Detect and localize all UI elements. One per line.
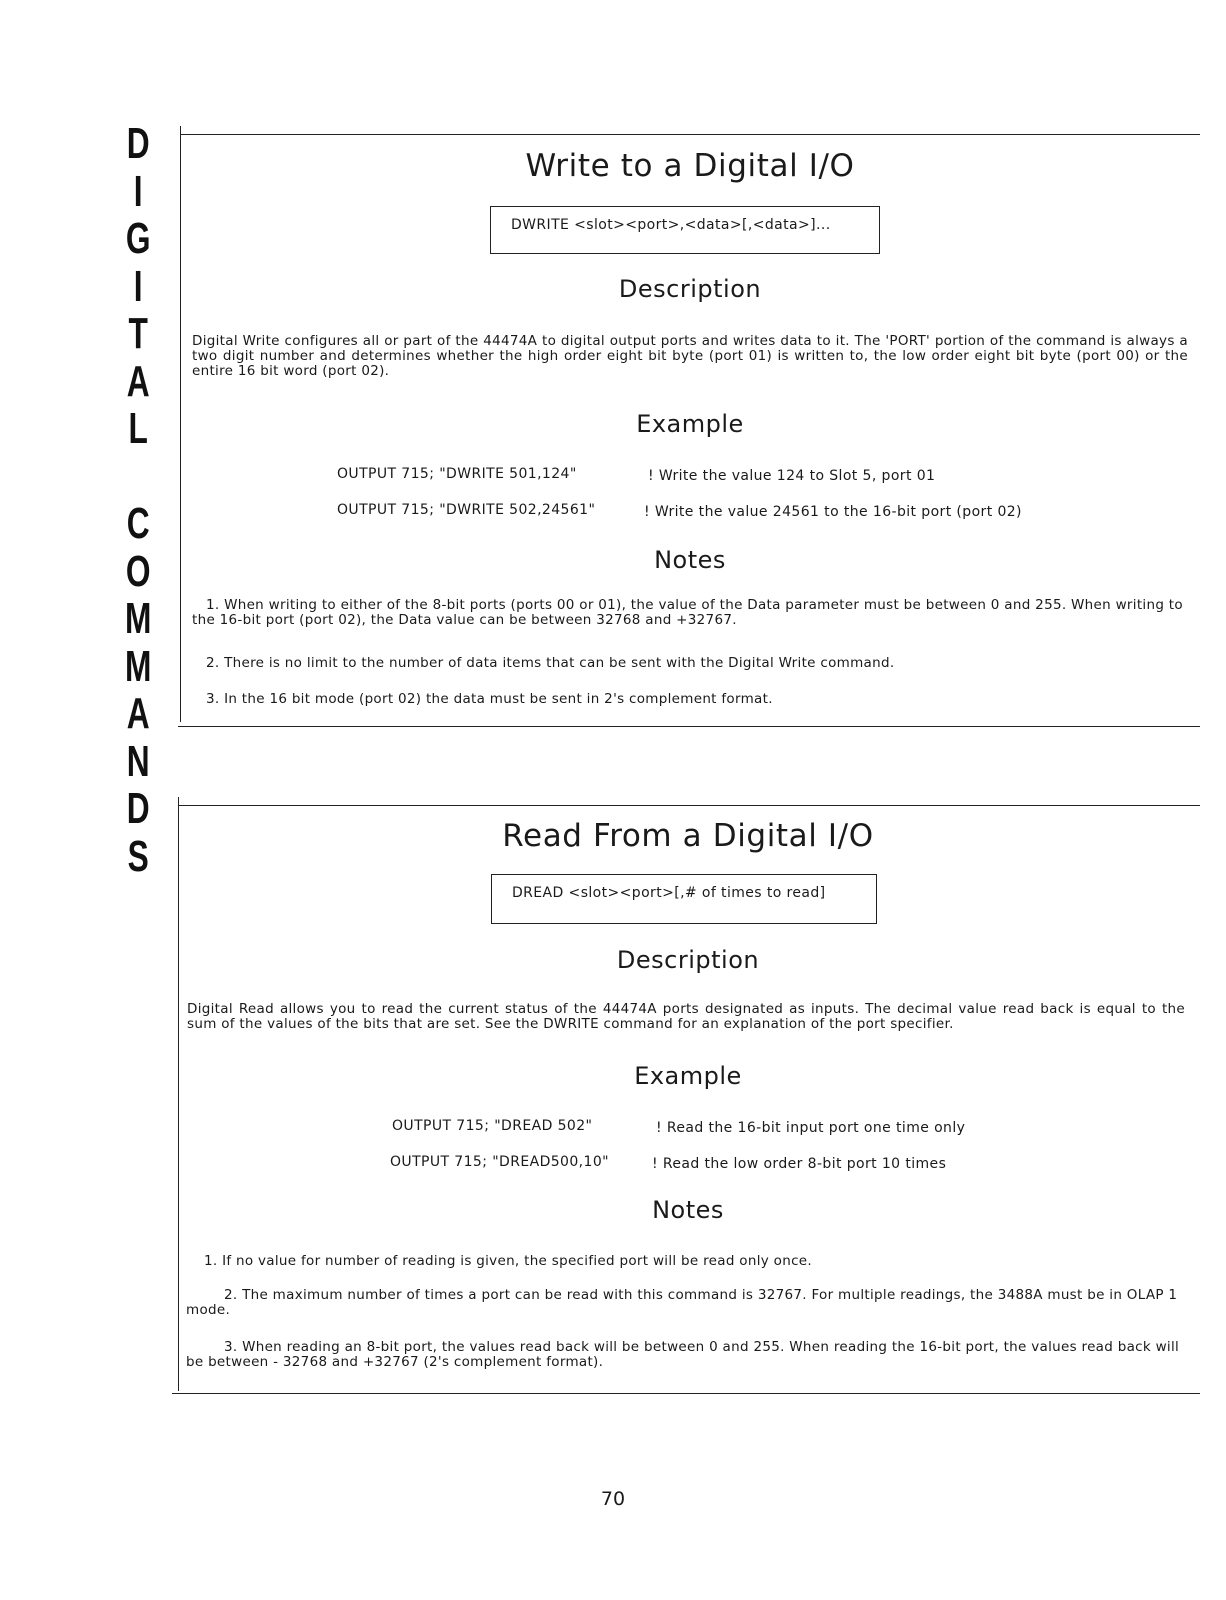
side-title-letter: I [133,166,143,216]
notes-heading: Notes [654,546,726,574]
side-title-gap [118,453,158,501]
side-title-letter: N [126,736,150,786]
syntax-text: DREAD <slot><port>[,# of times to read] [512,885,826,901]
example-comment: ! Read the 16-bit input port one time only [656,1120,966,1136]
example-code: OUTPUT 715; "DREAD500,10" [390,1154,609,1170]
side-title-letter: T [128,309,148,358]
example-comment: ! Read the low order 8-bit port 10 times [652,1156,947,1172]
note-item: 3. In the 16 bit mode (port 02) the data must be sent in 2's complement format. [206,691,773,707]
side-title-letter: L [128,404,148,453]
side-title-letter: M [124,594,152,643]
note-item: 1. When writing to either of the 8-bit ports (ports 00 or 01), the value of the Data parameter must be between 0 and 255. When writing to the 16-bit port (port 02), the Data value can be between 32768 and +32767. [192,597,1183,628]
section-bottom-rule [172,1393,1200,1394]
side-title-letter: S [127,831,149,881]
example-comment: ! Write the value 124 to Slot 5, port 01 [648,468,936,484]
section-top-rule [178,805,1200,806]
syntax-box [491,874,877,924]
section-title: Read From a Digital I/O [502,818,874,854]
description-text: Digital Write configures all or part of the 44474A to digital output ports and writes data to it. The 'PORT' portion of the command is always a two digit number and determines whether the high order eight bit byte (port 01) is written to, the low order eight bit byte (port 00) or the entire 16 bit word (port 02). [192,333,1188,379]
note-item: 2. There is no limit to the number of data items that can be sent with the Digital Write command. [206,655,895,671]
section-title: Write to a Digital I/O [525,148,855,184]
section-bottom-rule [178,726,1200,727]
note-item: 1. If no value for number of reading is given, the specified port will be read only once. [204,1253,812,1269]
description-heading: Description [616,946,760,974]
example-heading: Example [636,410,744,438]
example-code: OUTPUT 715; "DWRITE 502,24561" [337,502,596,518]
side-title-letter: A [126,356,150,406]
side-title-letter: D [126,119,150,168]
description-heading: Description [618,275,762,303]
example-code: OUTPUT 715; "DREAD 502" [392,1118,593,1134]
example-heading: Example [634,1062,742,1090]
side-title-digital-commands [118,120,158,880]
page-number: 70 [600,1488,626,1510]
side-title-letter: I [133,261,143,311]
description-text: Digital Read allows you to read the current status of the 44474A ports designated as inputs. The decimal value read back is equal to the sum of the values of the bits that are set. See the DWRITE command for an explanation of the port specifier. [187,1001,1185,1032]
side-title-letter: G [125,214,151,263]
side-title-letter: A [126,689,150,738]
notes-heading: Notes [652,1196,724,1224]
note-item: 3. When reading an 8-bit port, the values read back will be between 0 and 255. When reading the 16-bit port, the values read back will be between - 32768 and +32767 (2's complement format). [186,1339,1180,1370]
note-item: 2. The maximum number of times a port can be read with this command is 32767. For multiple readings, the 3488A must be in OLAP 1 mode. [186,1287,1178,1318]
side-title-letter: O [125,546,151,596]
example-code: OUTPUT 715; "DWRITE 501,124" [337,466,577,482]
side-title-letter: C [126,499,150,548]
side-title-letter: M [124,641,152,691]
syntax-text: DWRITE <slot><port>,<data>[,<data>]... [511,217,831,233]
section-top-rule [180,134,1200,135]
example-comment: ! Write the value 24561 to the 16-bit port (port 02) [644,504,1022,520]
syntax-box [490,206,880,254]
section-left-rule [178,797,179,1391]
side-title-letter: D [126,784,150,833]
